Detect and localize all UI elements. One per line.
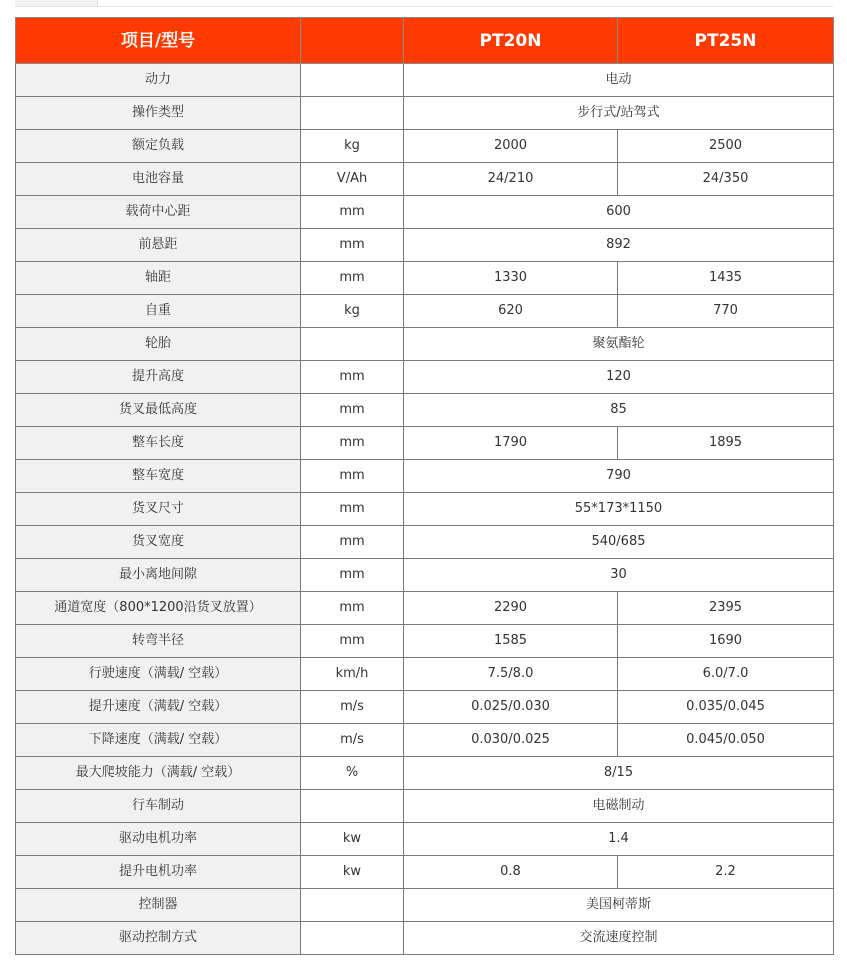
- spec-label-cell: 前悬距: [16, 229, 301, 262]
- header-model-a-cell: PT20N: [404, 18, 618, 64]
- spec-label-cell: 下降速度（满载/ 空载）: [16, 724, 301, 757]
- spec-label-cell: 通道宽度（800*1200沿货叉放置）: [16, 592, 301, 625]
- spec-unit-cell: kg: [301, 130, 404, 163]
- spec-model-b-value-cell: 0.035/0.045: [618, 691, 834, 724]
- spec-shared-value-cell: 交流速度控制: [404, 922, 834, 955]
- table-row: [16, 592, 834, 625]
- spec-unit-cell: mm: [301, 196, 404, 229]
- spec-model-b-value-cell: 24/350: [618, 163, 834, 196]
- spec-label-cell: 电池容量: [16, 163, 301, 196]
- spec-label-cell: 货叉宽度: [16, 526, 301, 559]
- spec-model-a-value-cell: 1790: [404, 427, 618, 460]
- spec-model-b-value-cell: 2500: [618, 130, 834, 163]
- table-row: [16, 97, 834, 130]
- header-model-b-cell: PT25N: [618, 18, 834, 64]
- spec-unit-cell: kg: [301, 295, 404, 328]
- table-row: [16, 856, 834, 889]
- spec-unit-cell: [301, 328, 404, 361]
- spec-unit-cell: [301, 889, 404, 922]
- table-row: [16, 460, 834, 493]
- spec-model-a-value-cell: 2290: [404, 592, 618, 625]
- table-row: [16, 328, 834, 361]
- spec-unit-cell: mm: [301, 427, 404, 460]
- table-row: [16, 427, 834, 460]
- table-row: [16, 691, 834, 724]
- spec-unit-cell: kw: [301, 856, 404, 889]
- spec-model-a-value-cell: 0.8: [404, 856, 618, 889]
- spec-label-cell: 提升速度（满载/ 空载）: [16, 691, 301, 724]
- spec-model-a-value-cell: 2000: [404, 130, 618, 163]
- spec-label-cell: 载荷中心距: [16, 196, 301, 229]
- spec-model-a-value-cell: 1330: [404, 262, 618, 295]
- spec-model-a-value-cell: 620: [404, 295, 618, 328]
- table-row: [16, 889, 834, 922]
- table-row: [16, 559, 834, 592]
- table-row: [16, 493, 834, 526]
- table-row: [16, 295, 834, 328]
- spec-unit-cell: mm: [301, 559, 404, 592]
- spec-shared-value-cell: 85: [404, 394, 834, 427]
- table-row: [16, 922, 834, 955]
- spec-unit-cell: [301, 97, 404, 130]
- spec-label-cell: 行车制动: [16, 790, 301, 823]
- spec-label-cell: 轮胎: [16, 328, 301, 361]
- spec-unit-cell: [301, 922, 404, 955]
- spec-label-cell: 货叉最低高度: [16, 394, 301, 427]
- spec-unit-cell: mm: [301, 625, 404, 658]
- spec-unit-cell: mm: [301, 394, 404, 427]
- table-row: [16, 196, 834, 229]
- spec-unit-cell: mm: [301, 592, 404, 625]
- table-row: [16, 823, 834, 856]
- spec-unit-cell: %: [301, 757, 404, 790]
- spec-shared-value-cell: 892: [404, 229, 834, 262]
- table-row: [16, 163, 834, 196]
- spec-unit-cell: km/h: [301, 658, 404, 691]
- spec-label-cell: 货叉尺寸: [16, 493, 301, 526]
- spec-shared-value-cell: 电磁制动: [404, 790, 834, 823]
- table-row: [16, 130, 834, 163]
- spec-unit-cell: mm: [301, 526, 404, 559]
- table-row: [16, 262, 834, 295]
- spec-label-cell: 最小离地间隙: [16, 559, 301, 592]
- header-unit-cell: [301, 18, 404, 64]
- top-tab-strip: [15, 0, 833, 7]
- spec-unit-cell: mm: [301, 493, 404, 526]
- spec-unit-cell: mm: [301, 361, 404, 394]
- spec-model-a-value-cell: 24/210: [404, 163, 618, 196]
- table-row: [16, 625, 834, 658]
- table-row: [16, 64, 834, 97]
- spec-model-b-value-cell: 1895: [618, 427, 834, 460]
- spec-shared-value-cell: 聚氨酯轮: [404, 328, 834, 361]
- spec-model-b-value-cell: 1435: [618, 262, 834, 295]
- spec-shared-value-cell: 1.4: [404, 823, 834, 856]
- spec-model-b-value-cell: 2.2: [618, 856, 834, 889]
- spec-label-cell: 驱动控制方式: [16, 922, 301, 955]
- spec-model-b-value-cell: 6.0/7.0: [618, 658, 834, 691]
- spec-model-b-value-cell: 2395: [618, 592, 834, 625]
- spec-unit-cell: kw: [301, 823, 404, 856]
- spec-label-cell: 整车长度: [16, 427, 301, 460]
- spec-label-cell: 转弯半径: [16, 625, 301, 658]
- spec-model-b-value-cell: 1690: [618, 625, 834, 658]
- spec-unit-cell: [301, 64, 404, 97]
- spec-label-cell: 动力: [16, 64, 301, 97]
- spec-model-a-value-cell: 0.030/0.025: [404, 724, 618, 757]
- spec-model-b-value-cell: 770: [618, 295, 834, 328]
- spec-table: [15, 17, 834, 955]
- spec-unit-cell: mm: [301, 229, 404, 262]
- spec-label-cell: 提升电机功率: [16, 856, 301, 889]
- spec-shared-value-cell: 55*173*1150: [404, 493, 834, 526]
- spec-model-a-value-cell: 7.5/8.0: [404, 658, 618, 691]
- table-row: [16, 229, 834, 262]
- spec-label-cell: 驱动电机功率: [16, 823, 301, 856]
- spec-label-cell: 控制器: [16, 889, 301, 922]
- spec-shared-value-cell: 600: [404, 196, 834, 229]
- header-item-cell: 项目/型号: [16, 18, 301, 64]
- spec-unit-cell: V/Ah: [301, 163, 404, 196]
- spec-label-cell: 操作类型: [16, 97, 301, 130]
- spec-model-b-value-cell: 0.045/0.050: [618, 724, 834, 757]
- table-header-row: [16, 18, 834, 64]
- spec-unit-cell: m/s: [301, 724, 404, 757]
- spec-shared-value-cell: 电动: [404, 64, 834, 97]
- table-row: [16, 790, 834, 823]
- spec-model-a-value-cell: 1585: [404, 625, 618, 658]
- spec-shared-value-cell: 790: [404, 460, 834, 493]
- spec-label-cell: 自重: [16, 295, 301, 328]
- spec-shared-value-cell: 540/685: [404, 526, 834, 559]
- top-tab[interactable]: [15, 0, 98, 6]
- spec-shared-value-cell: 美国柯蒂斯: [404, 889, 834, 922]
- spec-label-cell: 轴距: [16, 262, 301, 295]
- spec-table-body: [16, 18, 834, 955]
- table-row: [16, 361, 834, 394]
- spec-model-a-value-cell: 0.025/0.030: [404, 691, 618, 724]
- spec-label-cell: 提升高度: [16, 361, 301, 394]
- spec-unit-cell: [301, 790, 404, 823]
- spec-shared-value-cell: 8/15: [404, 757, 834, 790]
- spec-label-cell: 行驶速度（满载/ 空载）: [16, 658, 301, 691]
- table-row: [16, 724, 834, 757]
- spec-label-cell: 额定负载: [16, 130, 301, 163]
- table-row: [16, 526, 834, 559]
- spec-unit-cell: mm: [301, 460, 404, 493]
- spec-unit-cell: mm: [301, 262, 404, 295]
- spec-label-cell: 最大爬坡能力（满载/ 空载）: [16, 757, 301, 790]
- spec-shared-value-cell: 120: [404, 361, 834, 394]
- table-row: [16, 757, 834, 790]
- table-row: [16, 394, 834, 427]
- spec-shared-value-cell: 30: [404, 559, 834, 592]
- spec-shared-value-cell: 步行式/站驾式: [404, 97, 834, 130]
- spec-label-cell: 整车宽度: [16, 460, 301, 493]
- spec-unit-cell: m/s: [301, 691, 404, 724]
- table-row: [16, 658, 834, 691]
